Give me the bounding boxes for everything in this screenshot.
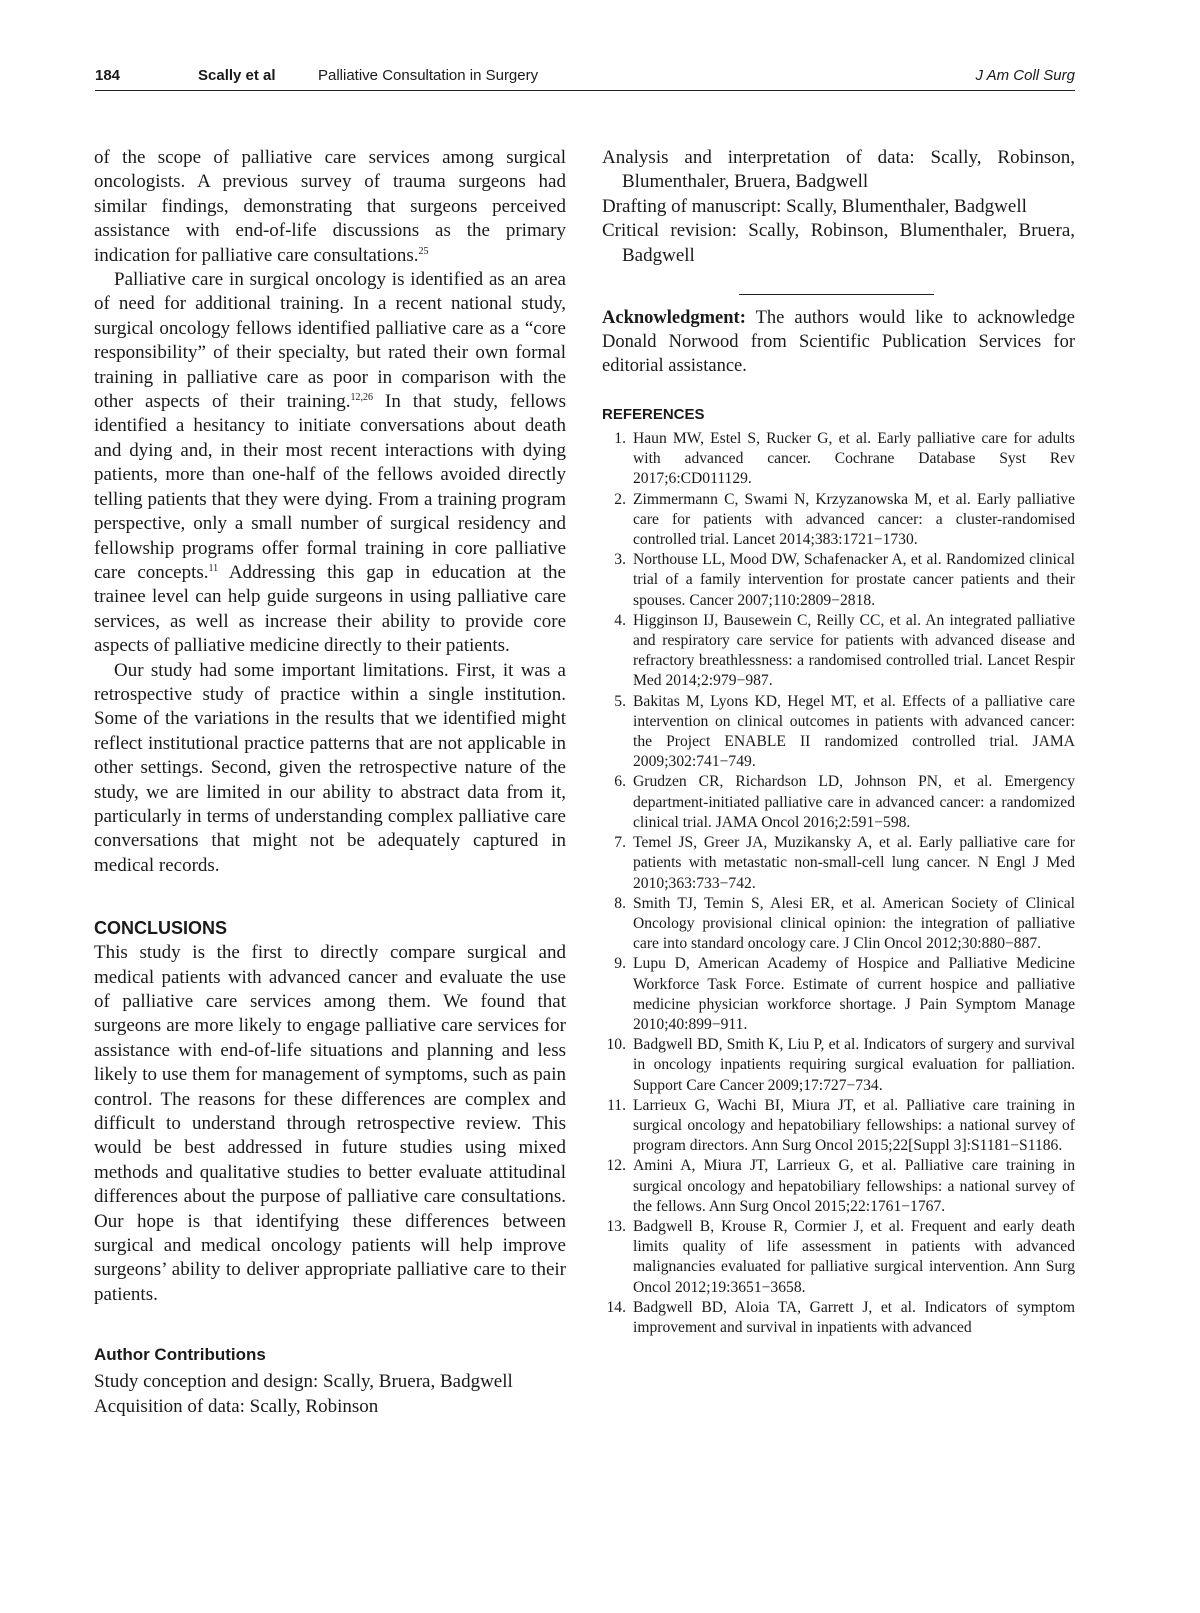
reference-item [602, 550, 1075, 611]
reference-item [602, 1035, 1075, 1096]
right-column [602, 146, 1075, 1338]
reference-number: 1. [614, 430, 626, 448]
conclusions-text [94, 941, 566, 1307]
reference-number: 5. [614, 692, 626, 710]
contribution-item: Critical revision: Scally, Robinson, Blumenthaler, Bruera, Badgwell [602, 220, 1075, 266]
paragraph: Palliative care in surgical oncology is identified as an area of need for additional training. In a recent national study, surgical oncology fellows identified palliative care as a “core responsibility” of their specialty, but rated their own formal training in palliative care as poor in comparison with the other aspects of their training.$^{12,26}$ In that study, fellows identified a hesitancy to initiate conversations about death and dying and, in their most recent interactions with dying patients, more than one-half of the fellows avoided directly telling patients that they were dying. From a training program perspective, only a small number of surgical residency and fellowship programs offer formal training in core palliative care concepts.$^{11}$ Addressing this gap in education at the trainee level can help guide surgeons in using palliative care services, as well as increase their ability to provide core aspects of palliative medicine directly to their patients. [94, 269, 566, 657]
reference-text: Badgwell B, Krouse R, Cormier J, et al. Frequent and early death limits quality of life assessment in patients with advanced malignancies evaluated for palliative surgical intervention. Ann Surg Oncol 2012;19:3651−3658. [633, 1217, 1075, 1296]
reference-number: 14. [606, 1298, 626, 1316]
acknowledgment [602, 306, 1075, 378]
reference-number: 2. [614, 490, 626, 508]
reference-item [602, 772, 1075, 833]
reference-item [602, 833, 1075, 894]
reference-text: Larrieux G, Wachi BI, Miura JT, et al. Palliative care training in surgical oncology and hepatobiliary fellowships: a national survey of program directors. Ann Surg Oncol 2015;22[Suppl 3]:S1181−S1186. [633, 1096, 1075, 1155]
paragraph: This study is the first to directly compare surgical and medical patients with advanced cancer and evaluate the use of palliative care services among them. We found that surgeons are more likely to engage palliative care services for assistance with end-of-life situations and planning and less likely to use them for management of symptoms, such as pain control. The reasons for these differences are complex and difficult to understand through retrospective review. This would be best addressed in future studies using mixed methods and qualitative studies to better evaluate attitudinal differences about the purpose of palliative care consultations. Our hope is that identifying these differences between surgical and medical oncology patients will help improve surgeons’ ability to deliver appropriate palliative care to their patients. [94, 942, 566, 1305]
reference-text: Northouse LL, Mood DW, Schafenacker A, et al. Randomized clinical trial of a family intervention for prostate cancer patients and their spouses. Cancer 2007;110:2809−2818. [633, 551, 1075, 609]
references-heading: REFERENCES [602, 406, 705, 424]
paragraph: Our study had some important limitations. First, it was a retrospective study of practice within a single institution. Some of the variations in the results that we identified might reflect institutional practice patterns that are not applicable in other settings. Second, given the retrospective nature of the study, we are limited in our ability to abstract data from it, particularly in terms of understanding complex palliative care conversations that might not be adequately captured in medical records. [94, 659, 566, 876]
reference-item [602, 1298, 1075, 1338]
running-title: Palliative Consultation in Surgery [318, 67, 539, 84]
reference-item [602, 1096, 1075, 1157]
reference-item [602, 429, 1075, 490]
page-number: 184 [95, 67, 121, 84]
contribution-item: Acquisition of data: Scally, Robinson [94, 1395, 379, 1417]
reference-text: Badgwell BD, Aloia TA, Garrett J, et al. Indicators of symptom improvement and survival in inpatients with advanced [633, 1298, 1075, 1336]
discussion-text [94, 146, 566, 878]
reference-number: 3. [614, 551, 626, 569]
reference-number: 11. [607, 1096, 626, 1114]
reference-item [602, 1217, 1075, 1298]
author-contributions-heading: Author Contributions [94, 1345, 266, 1365]
reference-list [602, 429, 1075, 1338]
reference-item [602, 894, 1075, 955]
reference-text: Bakitas M, Lyons KD, Hegel MT, et al. Effects of a palliative care intervention on clinical outcomes in patients with advanced cancer: the Project ENABLE II randomized controlled trial. JAMA 2009;302:741−749. [633, 692, 1075, 771]
reference-number: 13. [606, 1217, 626, 1235]
reference-item [602, 692, 1075, 773]
reference-number: 10. [606, 1036, 626, 1054]
author-contributions [94, 1370, 566, 1419]
contribution-item: Drafting of manuscript: Scally, Blumenthaler, Badgwell [602, 195, 1027, 217]
reference-item [602, 1156, 1075, 1217]
left-column [94, 146, 566, 1419]
reference-text: Lupu D, American Academy of Hospice and Palliative Medicine Workforce Task Force. Estimate of current hospice and palliative medicine physician workforce shortage. J Pain Symptom Manage 2010;40:899−911. [633, 955, 1075, 1033]
reference-item [602, 611, 1075, 692]
reference-text: Amini A, Miura JT, Larrieux G, et al. Palliative care training in surgical oncology and hepatobiliary fellowships: a national survey of the fellows. Ann Surg Oncol 2015;22:1761−1767. [633, 1157, 1075, 1215]
reference-number: 9. [614, 955, 626, 973]
contribution-item: Study conception and design: Scally, Bruera, Badgwell [94, 1371, 513, 1393]
running-authors: Scally et al [198, 67, 276, 84]
citation[interactable]: 11 [208, 562, 219, 574]
reference-text: Higginson IJ, Bausewein C, Reilly CC, et al. An integrated palliative and respiratory care service for patients with advanced disease and refractory breathlessness: a randomised controlled trial. Lancet Respir Med 2014;2:979−987. [633, 611, 1075, 690]
reference-number: 7. [614, 834, 626, 852]
reference-number: 6. [614, 773, 626, 791]
contribution-item: Analysis and interpretation of data: Scally, Robinson, Blumenthaler, Bruera, Badgwell [602, 147, 1075, 193]
author-contributions-continued [602, 146, 1075, 268]
running-header [95, 62, 1075, 91]
reference-number: 4. [614, 611, 626, 629]
citation[interactable]: 12,26 [350, 392, 373, 404]
reference-text: Grudzen CR, Richardson LD, Johnson PN, et al. Emergency department-initiated palliative care in advanced cancer: a randomized clinical trial. JAMA Oncol 2016;2:591−598. [633, 773, 1075, 831]
divider [739, 294, 934, 295]
paragraph: of the scope of palliative care services among surgical oncologists. A previous survey of trauma surgeons had similar findings, demonstrating that surgeons perceived assistance with end-of-life discussions as the primary indication for palliative care consultations.$^{25}$ [94, 147, 566, 266]
reference-text: Badgwell BD, Smith K, Liu P, et al. Indicators of surgery and survival in oncology inpatients requiring surgical evaluation for palliation. Support Care Cancer 2009;17:727−734. [633, 1036, 1075, 1094]
reference-item [602, 954, 1075, 1035]
reference-text: Zimmermann C, Swami N, Krzyzanowska M, et al. Early palliative care for patients with advanced cancer: a cluster-randomised controlled trial. Lancet 2014;383:1721−1730. [633, 490, 1075, 549]
reference-number: 8. [614, 894, 626, 912]
acknowledgment-text: The authors would like to acknowledge Donald Norwood from Scientific Publication Services for editorial assistance. [602, 308, 1075, 377]
citation[interactable]: 25 [418, 245, 429, 257]
conclusions-heading: CONCLUSIONS [94, 918, 228, 939]
reference-text: Smith TJ, Temin S, Alesi ER, et al. American Society of Clinical Oncology provisional clinical opinion: the integration of palliative care into standard oncology care. J Clin Oncol 2012;30:880−887. [633, 894, 1075, 953]
reference-number: 12. [606, 1157, 626, 1175]
acknowledgment-label: Acknowledgment: [602, 308, 746, 329]
reference-text: Haun MW, Estel S, Rucker G, et al. Early palliative care for adults with advanced cancer. Cochrane Database Syst Rev 2017;6:CD011129. [633, 430, 1075, 488]
journal-name: J Am Coll Surg [975, 67, 1075, 84]
reference-text: Temel JS, Greer JA, Muzikansky A, et al. Early palliative care for patients with metastatic non-small-cell lung cancer. N Engl J Med 2010;363:733−742. [633, 834, 1075, 892]
reference-item [602, 490, 1075, 551]
